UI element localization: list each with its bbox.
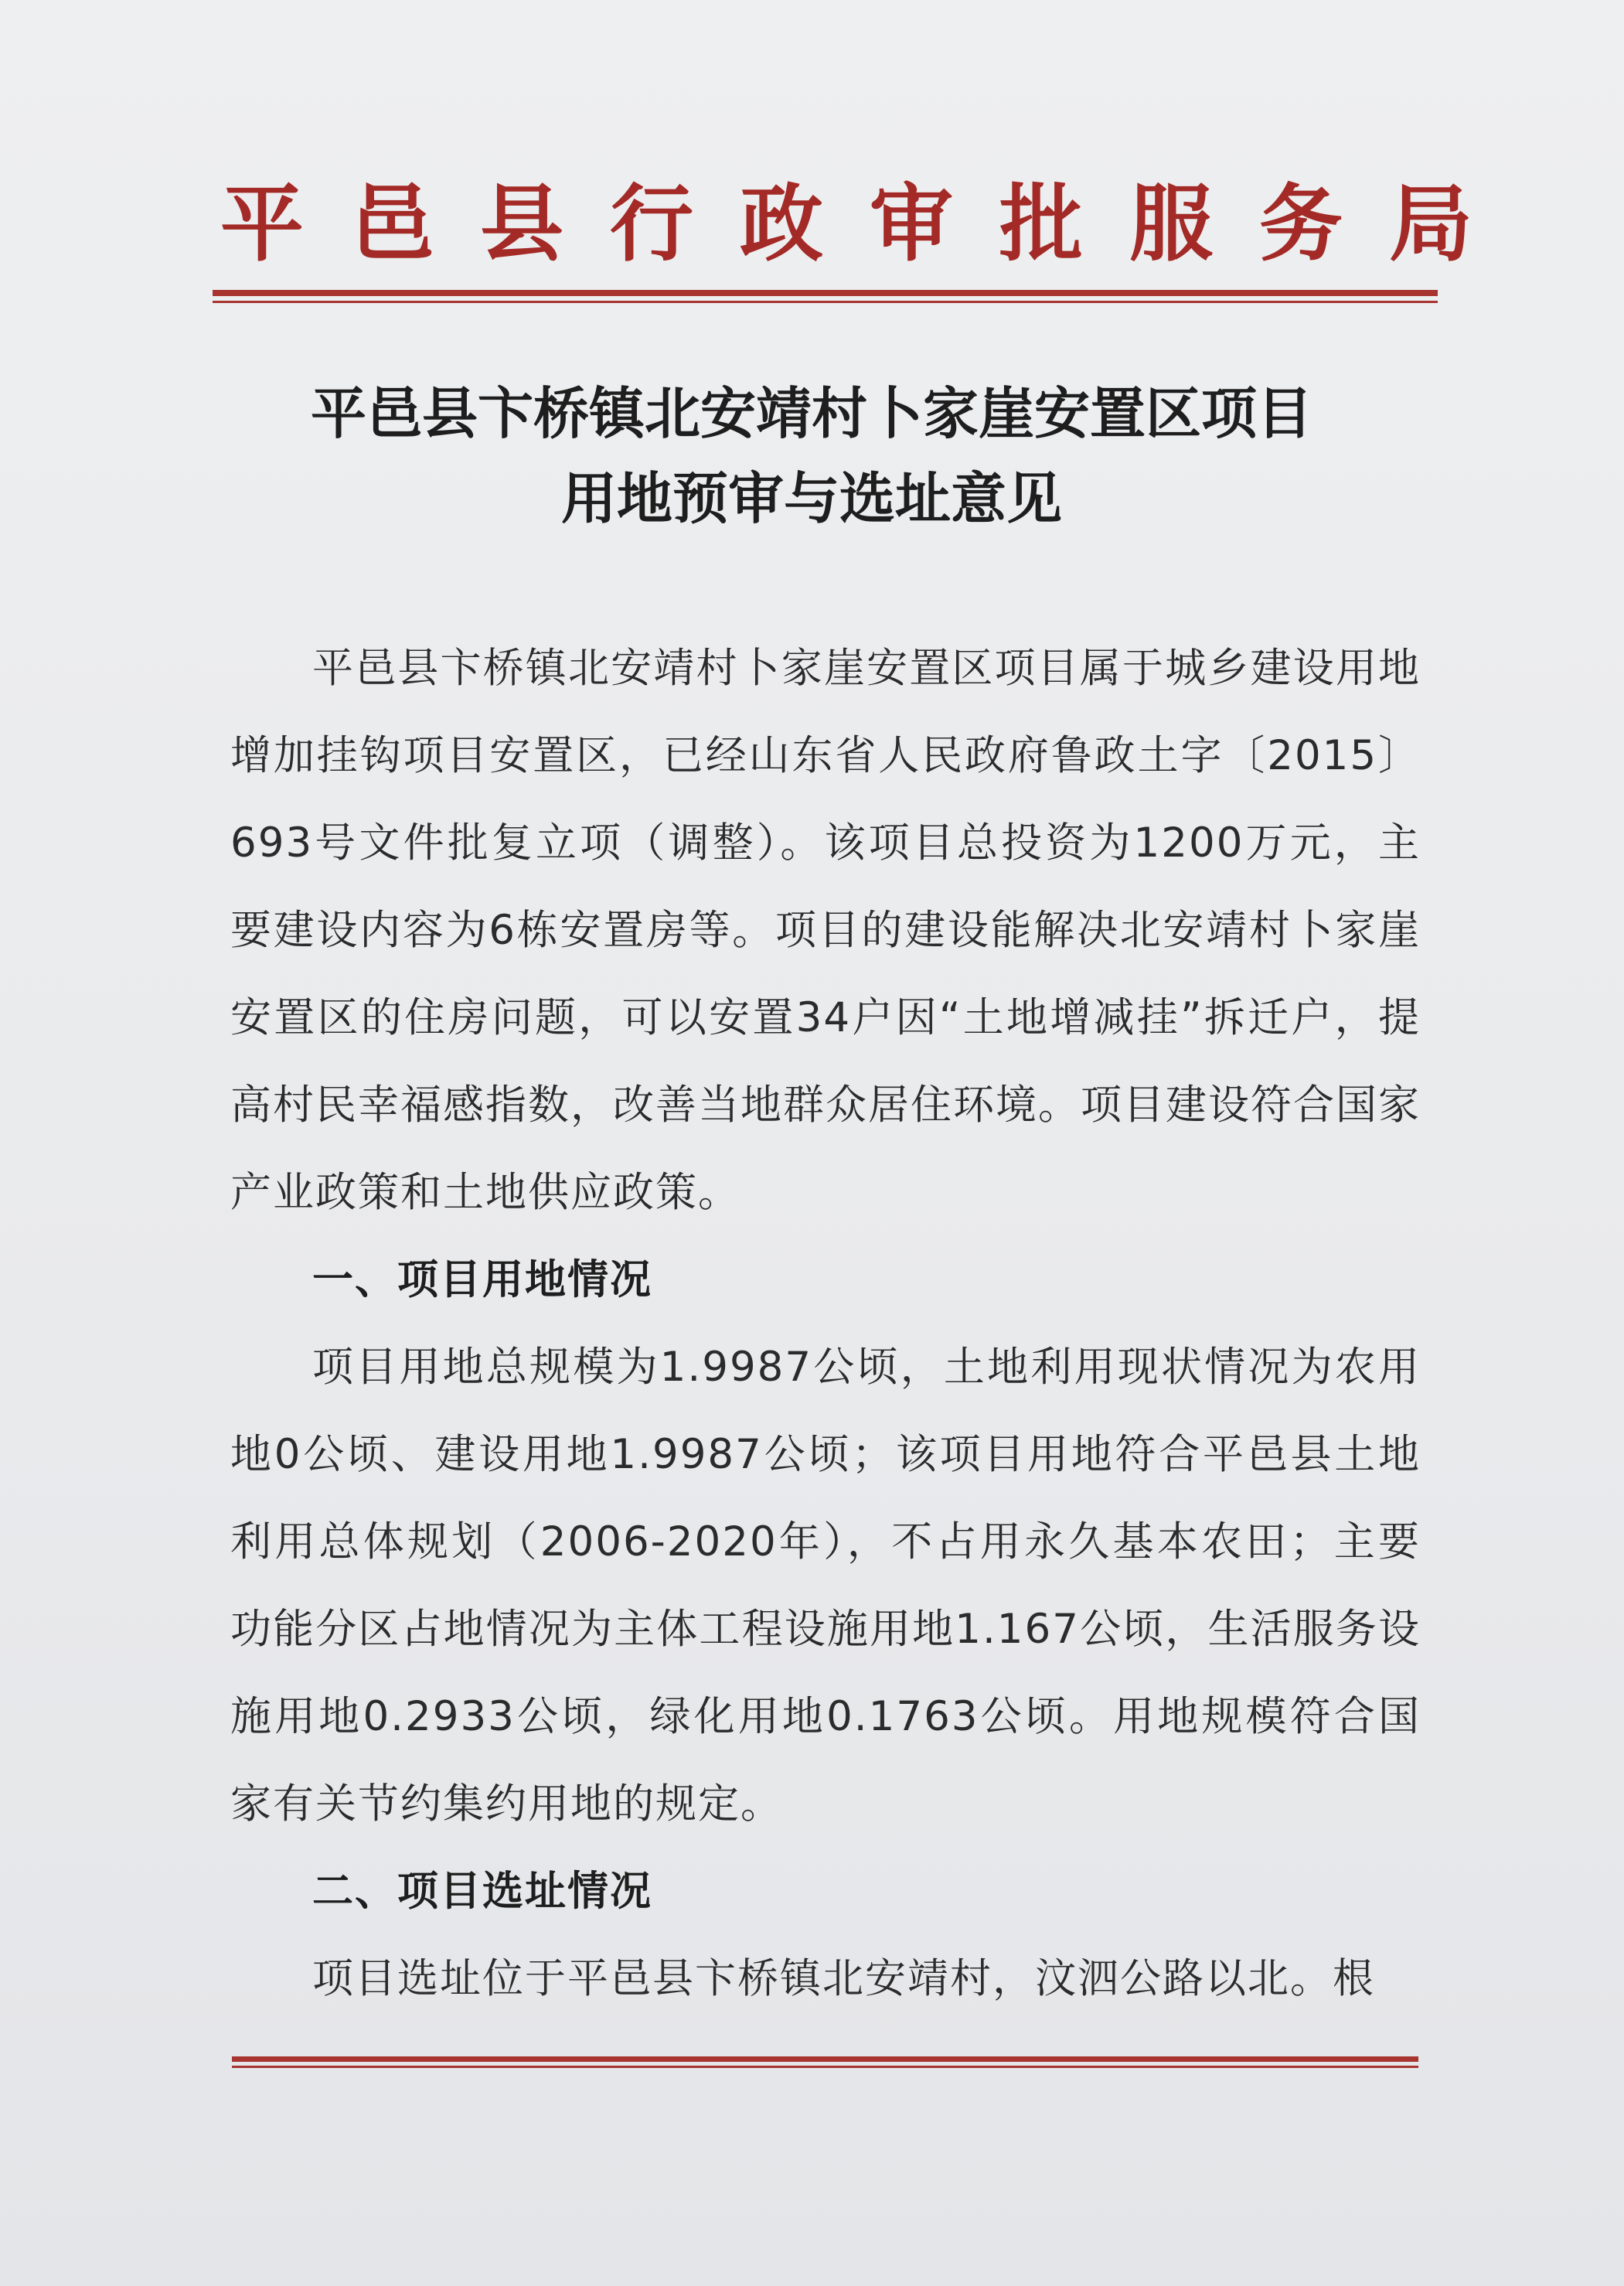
- section-2-heading: 二、项目选址情况: [312, 1868, 652, 1915]
- document-title-line-1: 平邑县卞桥镇北安靖村卜家崖安置区项目: [310, 381, 1312, 446]
- issuing-organization-header: 平邑县行政审批服务局: [220, 175, 1520, 273]
- document-title-line-2: 用地预审与选址意见: [560, 466, 1062, 531]
- section-2-paragraph: 项目选址位于平邑县卞桥镇北安靖村，汶泗公路以北。根: [312, 1955, 1375, 2002]
- section-1-paragraph: 项目用地总规模为1.9987公顷，土地利用现状情况为农用地0公顷、建设用地1.9987公顷；该项目用地符合平邑县土地利用总体规划（2006-2020年），不占用永久基本农田；主要功能分区占地情况为主体工程设施用地1.167公顷，生活服务设施用地0.2933公顷，绿化用地0.1763公顷。用地规模符合国家有关节约集约用地的规定。: [230, 1344, 1421, 1828]
- header-divider-thick: [213, 290, 1438, 296]
- document-body: [230, 625, 1421, 2022]
- section-1-heading: 一、项目用地情况: [312, 1256, 652, 1303]
- footer-divider-thin: [232, 2066, 1418, 2068]
- header-divider-thin: [213, 301, 1438, 303]
- footer-divider-thick: [232, 2056, 1418, 2062]
- intro-paragraph: 平邑县卞桥镇北安靖村卜家崖安置区项目属于城乡建设用地增加挂钩项目安置区，已经山东省人民政府鲁政土字〔2015〕693号文件批复立项（调整）。该项目总投资为1200万元，主要建设内容为6栋安置房等。项目的建设能解决北安靖村卜家崖安置区的住房问题，可以安置34户因“土地增减挂”拆迁户，提高村民幸福感指数，改善当地群众居住环境。项目建设符合国家产业政策和土地供应政策。: [230, 645, 1421, 1216]
